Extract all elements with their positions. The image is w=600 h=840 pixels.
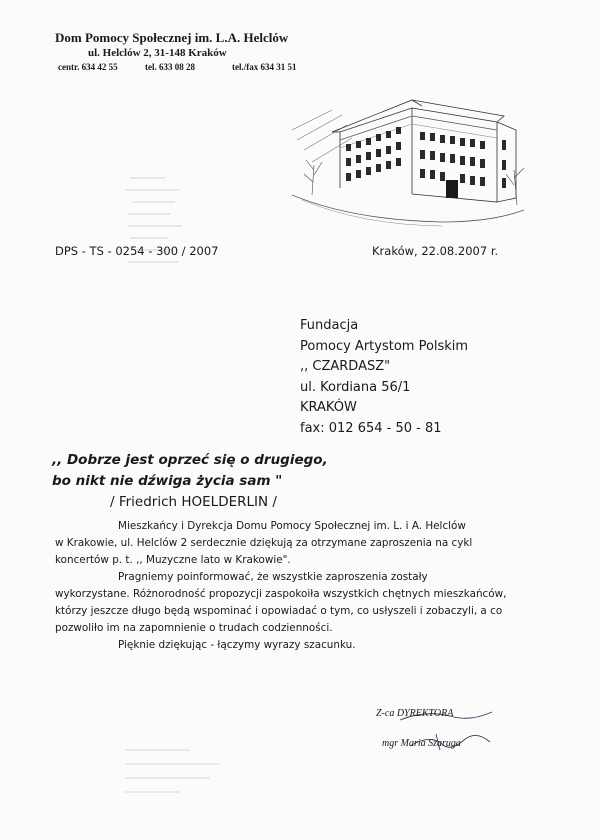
letterhead-address: ul. Helclów 2, 31-148 Kraków bbox=[88, 47, 227, 59]
phone-fax: tel./fax 634 31 51 bbox=[232, 62, 297, 72]
body-line: Mieszkańcy i Dyrekcja Domu Pomocy Społecznej im. L. i A. Helclów bbox=[118, 520, 466, 532]
letterhead-name: Dom Pomocy Społecznej im. L.A. Helclów bbox=[55, 30, 289, 45]
recipient-line: ul. Kordiana 56/1 bbox=[300, 379, 411, 395]
body-line: w Krakowie, ul. Helclów 2 serdecznie dziękują za otrzymane zaproszenia na cykl bbox=[55, 537, 473, 549]
recipient-address bbox=[300, 316, 468, 439]
recipient-line: KRAKÓW bbox=[300, 400, 357, 415]
phone-central: centr. 634 42 55 bbox=[58, 62, 118, 72]
recipient-line: fax: 012 654 - 50 - 81 bbox=[300, 420, 442, 436]
quote-author: / Friedrich HOELDERLIN / bbox=[110, 494, 277, 510]
body-line: którzy jeszcze długo będą wspominać i opowiadać o tym, co usłyszeli i zobaczyli, a co bbox=[55, 605, 503, 617]
reference-number: DPS - TS - 0254 - 300 / 2007 bbox=[55, 244, 219, 258]
bleed-through-marks bbox=[120, 170, 190, 280]
body-line: koncertów p. t. ,, Muzyczne lato w Krakowie". bbox=[55, 554, 291, 566]
body-line: pozwoliło im na zapomnienie o trudach codzienności. bbox=[55, 622, 333, 634]
quote-line-2: bo nikt nie dźwiga życia sam " bbox=[52, 473, 283, 489]
quote-line-1: ,, Dobrze jest oprzeć się o drugiego, bbox=[52, 452, 328, 468]
epigraph-quote bbox=[52, 450, 328, 513]
signature-name: mgr Maria Szaruga bbox=[382, 738, 461, 749]
phone-tel: tel. 633 08 28 bbox=[145, 62, 195, 72]
signature-title: Z-ca DYREKTORA bbox=[376, 708, 454, 719]
letter-date: Kraków, 22.08.2007 r. bbox=[372, 244, 499, 258]
body-line: Pięknie dziękując - łączymy wyrazy szacunku. bbox=[118, 639, 356, 651]
recipient-line: Fundacja bbox=[300, 318, 359, 333]
bleed-through-marks-bottom bbox=[120, 740, 230, 800]
recipient-line: Pomocy Artystom Polskim bbox=[300, 338, 469, 354]
recipient-line: ,, CZARDASZ" bbox=[300, 359, 391, 374]
building-illustration bbox=[292, 70, 527, 230]
body-line: wykorzystane. Różnorodność propozycji zaspokoiła wszystkich chętnych mieszkańców, bbox=[55, 588, 507, 600]
body-line: Pragniemy poinformować, że wszystkie zaproszenia zostały bbox=[118, 571, 428, 583]
letter-body bbox=[55, 518, 555, 654]
